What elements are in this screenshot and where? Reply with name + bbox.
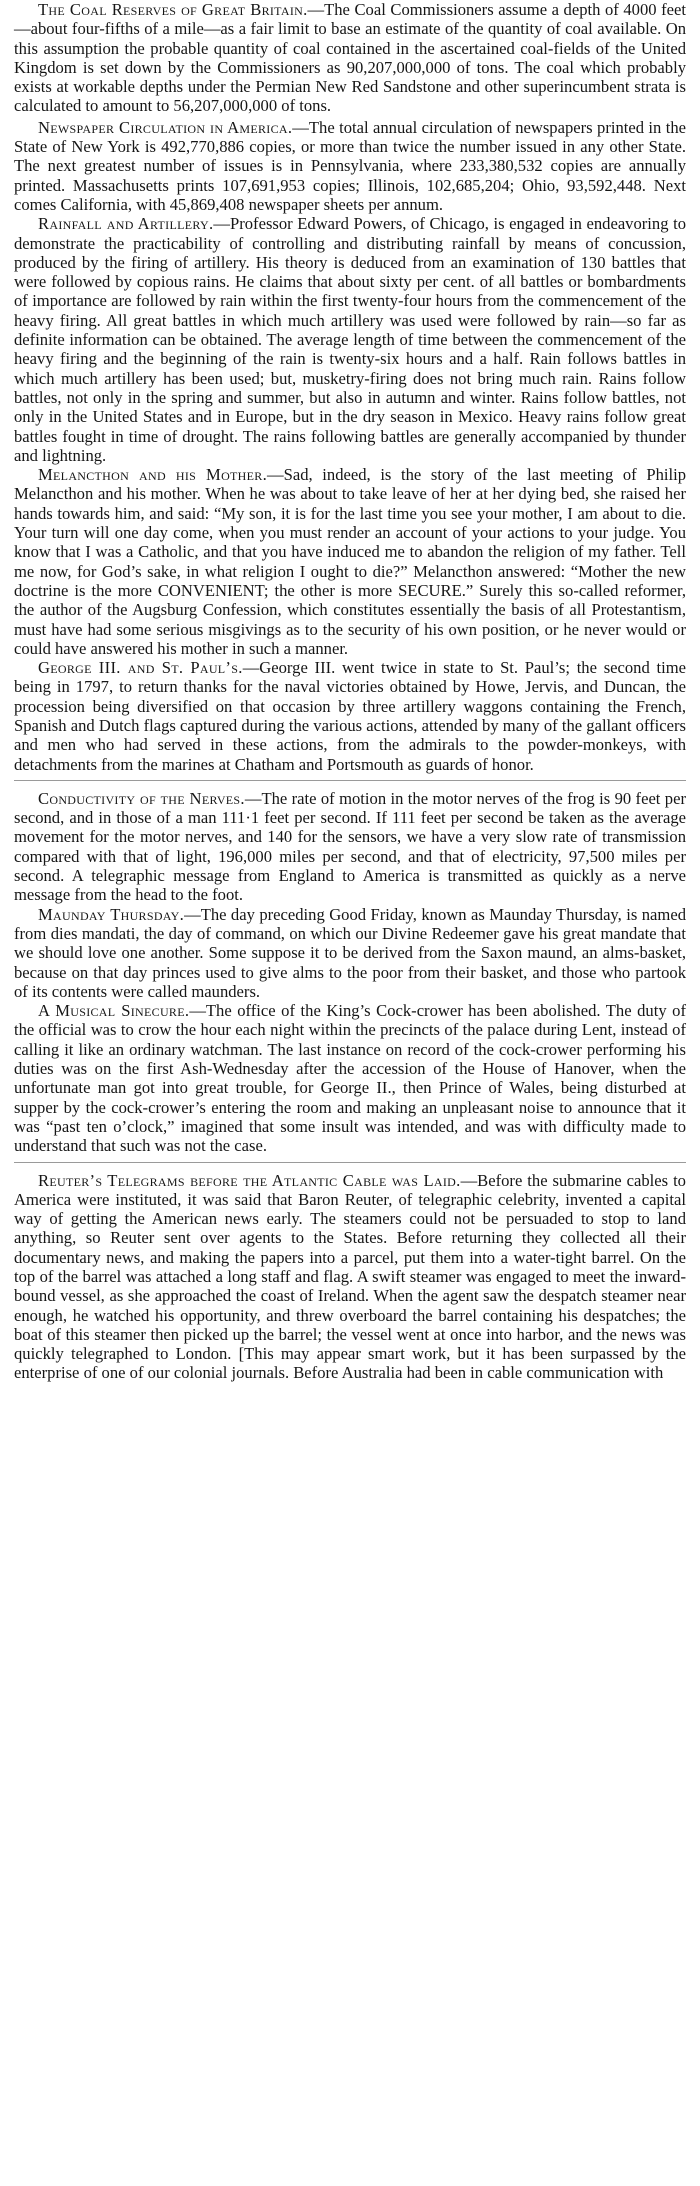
article-heading: Maunday Thursday. bbox=[38, 904, 185, 924]
article-musical-sinecure bbox=[14, 1001, 686, 1162]
article-heading: George III. and St. Paul’s. bbox=[38, 658, 243, 678]
article-coal-reserves bbox=[14, 0, 686, 116]
article-body: —The total annual circulation of newspapers printed in the State of New York is 492,770,886 copies, or more than twice the number issued in any other State. The next greatest number of issues is in Pennsylvania, where 233,380,532 copies are annually printed. Massachusetts prints 107,691,953 copies; Illinois, 102,685,204; Ohio, 93,592,448. Next comes California, with 45,869,408 newspaper sheets per annum. bbox=[14, 117, 687, 214]
article-body: —Professor Edward Powers, of Chicago, is engaged in endeavoring to demonstrate the practicability of controlling and distributing rainfall by means of concussion, produced by the firing of artillery. His theory is deduced from an examination of 130 battles that were followed by copious rains. He claims that about sixty per cent. of all battles or bombardments of importance are followed by rain within the first twenty-four hours from the commencement of the heavy firing. All great battles in which much artillery was used were followed by rain—so far as definite information can be obtained. The average length of time between the commencement of the heavy firing and the beginning of the rain is twenty-six hours and a half. Rain follows battles in which much artillery has been used; but, musketry-firing does not bring much rain. Rains follow battles, not only in the spring and summer, but also in autumn and winter. Rains follow battles, not only in the United States and in Europe, but in the dry season in Mexico. Heavy rains follow great battles fought in time of drought. The rains following battles are generally accompanied by thunder and lightning. bbox=[14, 214, 686, 465]
article-body: —The office of the King’s Cock-crower has been abolished. The duty of the official was to crow the hour each night within the precincts of the palace during Lent, instead of calling it like an ordinary watchman. The last instance on record of the cock-crower performing his duties was on the first Ash-Wednesday after the accession of the House of Hanover, when the unfortunate man got into great trouble, for George II., then Prince of Wales, being disturbed at supper by the cock-crower’s entering the room and making an unpleasant noise to announce that it was “past ten o’clock,” imagined that some insult was intended, and was with difficulty made to understand that such was not the case. bbox=[14, 1001, 686, 1156]
article-george-st-pauls bbox=[14, 658, 686, 781]
newspaper-column bbox=[14, 0, 686, 1383]
article-maunday-thursday bbox=[14, 905, 686, 1001]
article-heading: Melancthon and his Mother. bbox=[38, 465, 268, 485]
article-body: —The day preceding Good Friday, known as Maunday Thursday, is named from dies mandati, the day of command, on which our Divine Redeemer gave his great mandate that we should love one another. Some suppose it to be derived from the Saxon maund, an alms-basket, because on that day princes used to give alms to the poor from their basket, and those who partook of its contents were called maunders. bbox=[14, 904, 686, 1001]
article-heading: Rainfall and Artillery. bbox=[38, 214, 214, 234]
article-body: —Before the submarine cables to America were instituted, it was said that Baron Reuter, of telegraphic celebrity, invented a capital way of getting the American news early. The steamers could not be persuaded to stop to land anything, so Reuter sent over agents to the States. Before returning they collected all their documentary news, and making the papers into a parcel, put them into a water-tight barrel. On the top of the barrel was attached a long staff and flag. A swift steamer was engaged to meet the inward-bound vessel, as she approached the coast of Ireland. When the agent saw the despatch steamer near enough, he watched his opportunity, and threw overboard the barrel containing his despatches; the boat of this steamer then picked up the barrel; the vessel went at once into harbor, and the news was quickly telegraphed to London. [This may appear smart work, but it has been surpassed by the enterprise of one of our colonial journals. Before Australia had been in cable communication with bbox=[14, 1170, 686, 1383]
article-newspaper-circulation bbox=[14, 118, 686, 214]
article-body: —Sad, indeed, is the story of the last meeting of Philip Melancthon and his mother. When he was about to take leave of her at her dying bed, she raised her hands towards him, and said: “My son, it is for the last time you see your mother, I am about to die. Your turn will one day come, when you must render an account of your actions to your judge. You know that I was a Catholic, and that you have induced me to abandon the religion of my father. Tell me now, for God’s sake, in what religion I ought to die?” Melancthon answered: “Mother the new doctrine is the more CONVENIENT; the other is more SECURE.” Surely this so-called reformer, the author of the Augsburg Confession, which constitutes essentially the basis of all Protestantism, must have had some serious misgivings as to the security of his own position, or he never would or could have answered his mother in such a manner. bbox=[14, 465, 687, 658]
article-body: —The rate of motion in the motor nerves of the frog is 90 feet per second, and in those of a man 111·1 feet per second. If 111 feet per second be taken as the average movement for the motor nerves, and 140 for the sensors, we have a very slow rate of transmission compared with that of light, 196,000 miles per second, and that of electricity, 97,500 miles per second. A telegraphic message from England to America is transmitted as quickly as a nerve message from the head to the foot. bbox=[14, 788, 686, 905]
article-melancthon-mother bbox=[14, 465, 686, 658]
article-heading: Newspaper Circulation in America. bbox=[38, 117, 293, 137]
article-heading: A Musical Sinecure. bbox=[38, 1001, 190, 1021]
article-rainfall-artillery bbox=[14, 214, 686, 465]
article-body: —The Coal Commissioners assume a depth of 4000 feet—about four-fifths of a mile—as a fair limit to base an estimate of the quantity of coal available. On this assumption the probable quantity of coal contained in the ascertained coal-fields of the United Kingdom is set down by the Commissioners as 90,207,000,000 of tons. The coal which probably exists at workable depths under the Permian New Red Sandstone and other superincumbent strata is calculated to amount to 56,207,000,000 of tons. bbox=[14, 0, 686, 116]
article-reuters-telegrams bbox=[14, 1171, 686, 1383]
article-heading: The Coal Reserves of Great Britain. bbox=[38, 0, 308, 19]
article-body: —George III. went twice in state to St. Paul’s; the second time being in 1797, to return thanks for the naval victories obtained by Howe, Jervis, and Duncan, the procession being diversified on that occasion by three artillery waggons containing the French, Spanish and Dutch flags captured during the various actions, attended by many of the gallant officers and men who had served in these actions, from the admirals to the powder-monkeys, with detachments from the marines at Chatham and Portsmouth as guards of honor. bbox=[14, 658, 687, 774]
article-heading: Conductivity of the Nerves. bbox=[38, 788, 245, 808]
article-heading: Reuter’s Telegrams before the Atlantic Cable was Laid. bbox=[38, 1170, 461, 1190]
article-conductivity-nerves bbox=[14, 789, 686, 905]
